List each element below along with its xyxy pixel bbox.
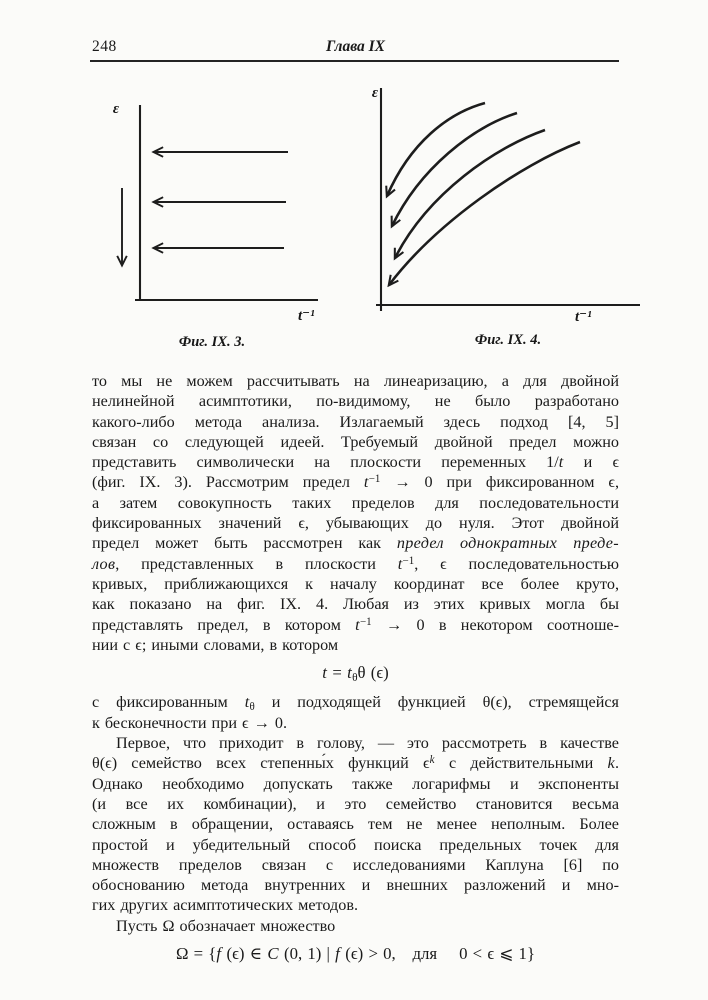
figures-row	[92, 83, 648, 351]
fig4-axes	[376, 88, 640, 311]
text-line: кривых, приближающихся к началу координат все более круто,	[92, 574, 619, 593]
text-line: с фиксированным $t_\theta$ и подходящей функцией θ(ϵ), стремящейся	[92, 693, 619, 714]
page-header	[92, 38, 619, 60]
figure-ix3-caption: Фиг. IX. 3.	[178, 334, 246, 350]
fig3-y-axis-label: ε	[112, 101, 119, 117]
text-line: нелинейной асимптотики, по-видимому, не было разработано	[92, 392, 619, 411]
figure-ix4	[368, 83, 648, 349]
figure-ix3	[92, 83, 332, 351]
text-line: нии с ϵ; иными словами, в котором	[92, 635, 339, 654]
text-line: θ(ϵ) семейство всех степенны́х функций $\epsilon^k$ с действительными k.	[92, 754, 619, 773]
fig3-left-arrows	[154, 152, 288, 248]
text-line: предел может быть рассмотрен как предел однократных преде-	[92, 534, 619, 553]
text-line: какого-либо метода анализа. Излагаемый здесь подход [4, 5]	[92, 412, 619, 431]
text-line: то мы не можем рассчитывать на линеаризацию, а для двойной	[92, 372, 619, 390]
fig4-y-axis-label: ε	[371, 85, 378, 101]
fig4-x-axis-label: t⁻¹	[575, 309, 592, 323]
text-line: (фиг. IX. 3). Рассмотрим предел $t^{-1} \to 0$ при фиксированном ϵ,	[92, 473, 619, 492]
text-line: представлять предел, в котором $t^{-1} \to 0$ в некотором соотноше-	[92, 615, 619, 634]
text-line: к бесконечности при ϵ → 0.	[92, 713, 287, 732]
formula: Ω = {f (ϵ) ∈ C (0, 1) | f (ϵ) > 0, для 0 < ϵ ⩽ 1}	[175, 944, 536, 964]
fig3-x-axis-label: t⁻¹	[298, 308, 315, 324]
text-line: представить символически на плоскости переменных 1/t и ϵ	[92, 453, 620, 472]
figure-ix4-caption: Фиг. IX. 4.	[474, 332, 542, 348]
text-line: Однако необходимо допускать также логарифмы и экспоненты	[92, 774, 619, 793]
text-line: обоснованию метода внутренних и внешних разложений и мно-	[92, 876, 619, 895]
text-line: простой и убедительный способ поиска предельных точек для	[92, 835, 619, 854]
page-number: 248	[92, 38, 117, 55]
text-line: множеств пределов связан с исследованиями Каплуна [6] по	[92, 855, 619, 874]
figure-ix3-plot	[92, 93, 332, 325]
formula: $t = t_\theta\theta$ (ϵ)	[322, 663, 389, 684]
text-line: Первое, что приходит в голову, — это рассмотреть в качестве	[116, 734, 619, 753]
text-line: лов, представленных в плоскости $t^{-1}$, ϵ последовательностью	[92, 554, 619, 573]
text-line: фиксированных значений ϵ, убывающих до нуля. Этот двойной	[92, 514, 619, 533]
chapter-title: Глава IX	[325, 38, 386, 55]
text-line: (и все их комбинации), и это семейство становится весьма	[92, 794, 619, 813]
text-line: сложным в обращении, оставаясь тем не менее неполным. Более	[92, 815, 619, 834]
figure-ix4-plot	[368, 83, 648, 323]
text-line: Пусть Ω обозначает множество	[116, 916, 336, 935]
text-line: связан со следующей идеей. Требуемый двойной предел можно	[92, 432, 619, 451]
header-rule	[90, 60, 619, 62]
content-flow	[92, 371, 619, 973]
text-line: как показано на фиг. IX. 4. Любая из этих кривых могла бы	[92, 595, 619, 614]
text-line: гих других асимптотических методов.	[92, 896, 359, 915]
text-line: а затем совокупность таких пределов для последовательности	[92, 493, 619, 512]
fig4-curves	[387, 103, 580, 285]
